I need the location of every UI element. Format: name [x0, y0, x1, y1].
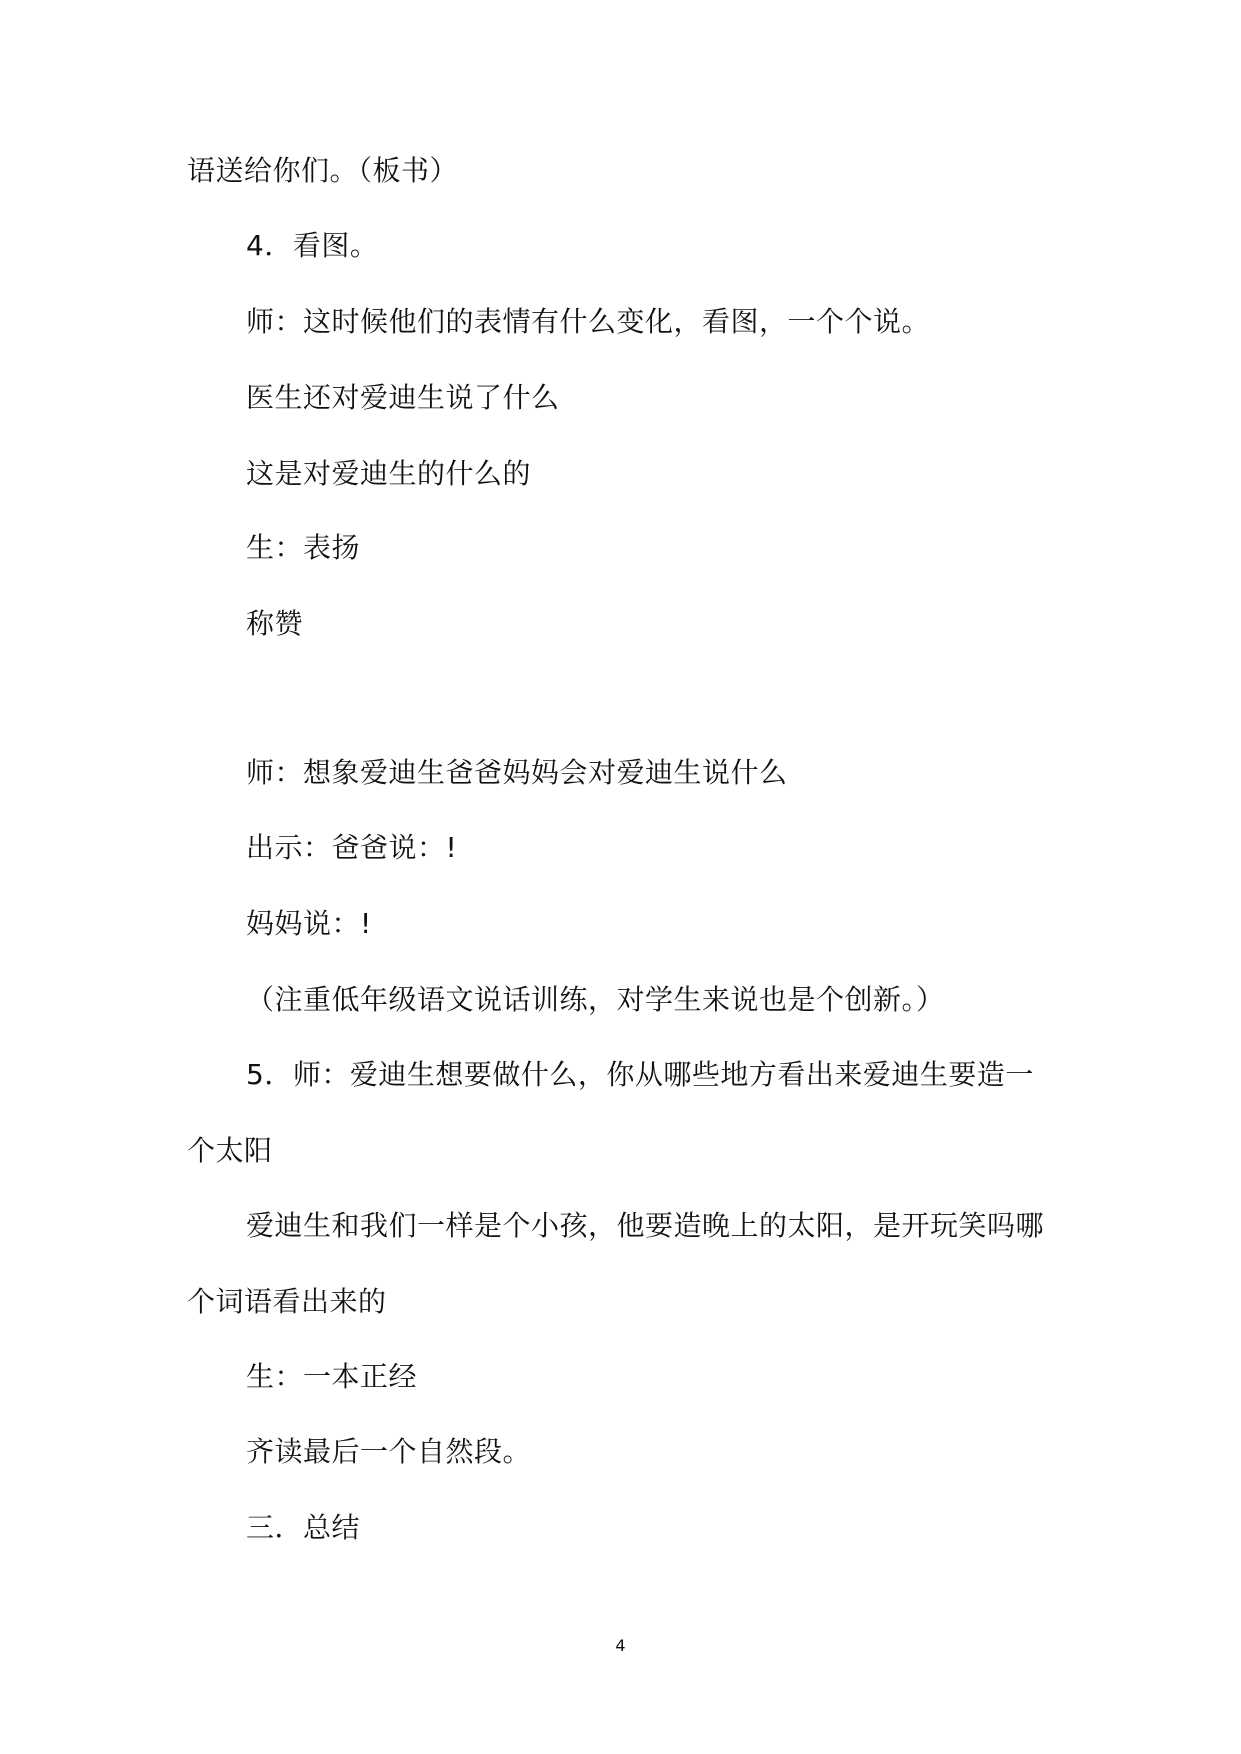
text-line-4: 医生还对爱迪生说了什么 — [246, 381, 560, 414]
text-line-6: 生：表扬 — [246, 531, 361, 564]
text-line-14: 爱迪生和我们一样是个小孩，他要造晚上的太阳，是开玩笑吗哪 — [246, 1209, 1045, 1242]
text-line-9: 出示：爸爸说：! — [246, 831, 458, 864]
text-line-1: 语送给你们。（板书） — [187, 154, 459, 187]
text-line-7: 称赞 — [246, 607, 304, 640]
text-line-10: 妈妈说：! — [246, 907, 372, 940]
text-line-5: 这是对爱迪生的什么的 — [246, 457, 532, 490]
page-number: 4 — [615, 1636, 626, 1655]
text-line-17: 齐读最后一个自然段。 — [246, 1435, 532, 1468]
text-line-15: 个词语看出来的 — [187, 1285, 387, 1318]
text-line-12: 5．师：爱迪生想要做什么，你从哪些地方看出来爱迪生要造一 — [246, 1058, 1034, 1091]
text-line-18: 三．总结 — [246, 1511, 361, 1544]
text-line-3: 师：这时候他们的表情有什么变化，看图，一个个说。 — [246, 305, 931, 338]
text-line-2: 4．看图。 — [246, 229, 379, 262]
text-line-8: 师：想象爱迪生爸爸妈妈会对爱迪生说什么 — [246, 756, 788, 789]
text-line-16: 生：一本正经 — [246, 1360, 418, 1393]
text-line-13: 个太阳 — [187, 1134, 273, 1167]
text-line-11: （注重低年级语文说话训练，对学生来说也是个创新。） — [246, 983, 945, 1016]
